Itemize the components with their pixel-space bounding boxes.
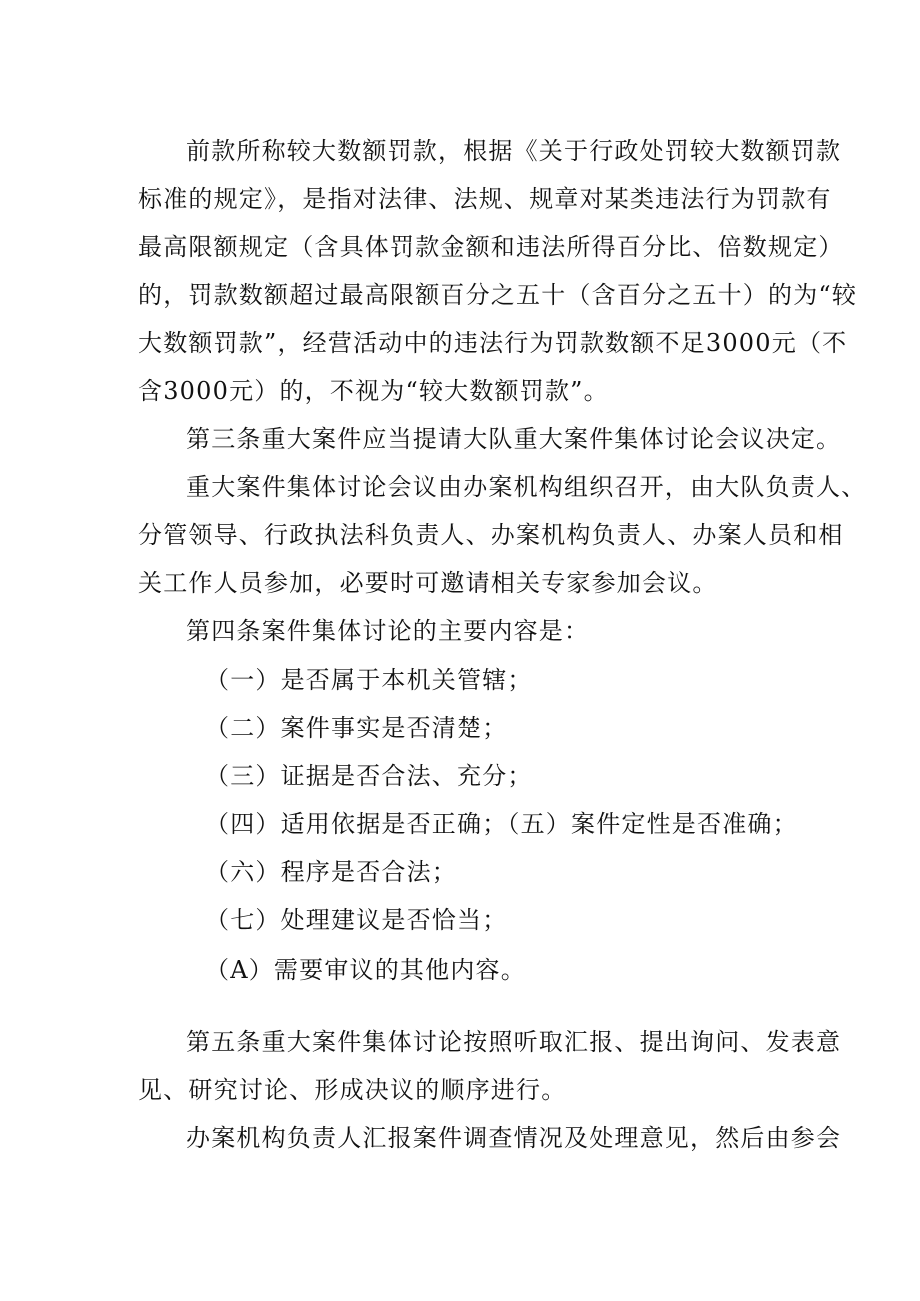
paragraph-line: 分管领导、行政执法科负责人、办案机构负责人、办案人员和相 bbox=[138, 521, 844, 549]
paragraph-line: 大数额罚款”，经营活动中的违法行为罚款数额不足3000元（不 bbox=[138, 329, 848, 357]
list-item: （三）证据是否合法、充分； bbox=[205, 762, 533, 790]
list-item: （七）处理建议是否恰当； bbox=[205, 906, 508, 934]
list-item: （四）适用依据是否正确；（五）案件定性是否准确； bbox=[205, 810, 798, 838]
article-three: 第三条重大案件应当提请大队重大案件集体讨论会议决定。 bbox=[186, 425, 842, 453]
list-item: （六）程序是否合法； bbox=[205, 858, 457, 886]
paragraph-line: 含3000元）的，不视为“较大数额罚款”。 bbox=[138, 377, 609, 405]
paragraph-line: 关工作人员参加，必要时可邀请相关专家参加会议。 bbox=[138, 569, 718, 597]
list-item: （一）是否属于本机关管辖； bbox=[205, 666, 533, 694]
paragraph-line: 办案机构负责人汇报案件调查情况及处理意见，然后由参会 bbox=[186, 1124, 842, 1152]
paragraph-line: 的，罚款数额超过最高限额百分之五十（含百分之五十）的为“较 bbox=[138, 281, 858, 309]
paragraph-line: 最高限额规定（含具体罚款金额和违法所得百分比、倍数规定） bbox=[138, 233, 844, 261]
paragraph-line: 标准的规定》，是指对法律、法规、规章对某类违法行为罚款有 bbox=[138, 185, 832, 213]
list-item: （A）需要审议的其他内容。 bbox=[205, 956, 526, 984]
paragraph-line: 重大案件集体讨论会议由办案机构组织召开，由大队负责人、 bbox=[186, 473, 867, 501]
list-item: （二）案件事实是否清楚； bbox=[205, 714, 508, 742]
article-four: 第四条案件集体讨论的主要内容是： bbox=[186, 617, 590, 645]
article-five: 第五条重大案件集体讨论按照听取汇报、提出询问、发表意 bbox=[186, 1028, 842, 1056]
paragraph-line: 前款所称较大数额罚款，根据《关于行政处罚较大数额罚款 bbox=[186, 137, 842, 165]
paragraph-line: 见、研究讨论、形成决议的顺序进行。 bbox=[138, 1076, 567, 1104]
